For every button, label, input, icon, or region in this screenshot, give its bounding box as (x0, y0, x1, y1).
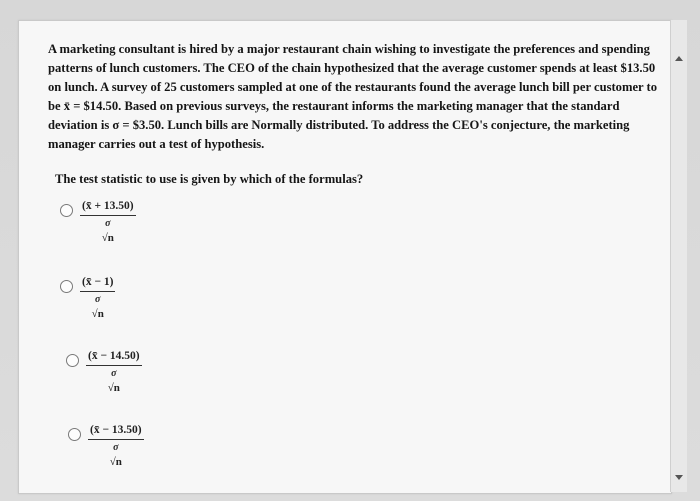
formula (80, 200, 136, 245)
fraction-bar (86, 365, 142, 366)
formula (86, 350, 142, 395)
answer-option-1[interactable] (60, 200, 260, 260)
fraction-bar (88, 439, 144, 440)
formula-sqrt-n: √n (101, 232, 114, 244)
answer-option-2[interactable] (60, 276, 260, 336)
radio-button[interactable] (68, 428, 81, 441)
problem-text: A marketing consultant is hired by a major restaurant chain wishing to investigate the preferences and spending patterns of lunch customers. The CEO of the chain hypothesized that the average customer spends at least $13.50 on lunch. A survey of 25 customers sampled at one of the restaurants found the average lunch bill per customer to be x̄ = $14.50. Based on previous surveys, the restaurant informs the marketing manager that the standard deviation is σ = $3.50. Lunch bills are Normally distributed. To address the CEO's conjecture, the marketing manager carries out a test of hypothesis. (48, 42, 658, 151)
fraction-bar (80, 215, 136, 216)
radio-button[interactable] (66, 354, 79, 367)
formula-numerator: (x̄ − 13.50) (90, 424, 142, 436)
radio-button[interactable] (60, 280, 73, 293)
question-prompt: The test statistic to use is given by which of the formulas? (55, 172, 364, 186)
answer-option-3[interactable] (60, 350, 260, 410)
radio-button[interactable] (60, 204, 73, 217)
formula-sigma: σ (113, 442, 119, 453)
formula-sigma: σ (95, 294, 101, 305)
scrollbar[interactable] (670, 20, 687, 492)
formula (88, 424, 144, 469)
formula (80, 276, 115, 321)
formula-sqrt-n: √n (91, 308, 104, 320)
formula-numerator: (x̄ − 14.50) (88, 350, 140, 362)
formula-sigma: σ (111, 368, 117, 379)
scroll-up-icon[interactable] (675, 56, 683, 61)
formula-sqrt-n: √n (107, 382, 120, 394)
formula-numerator: (x̄ + 13.50) (82, 200, 134, 212)
formula-sqrt-n: √n (109, 456, 122, 468)
formula-sigma: σ (105, 218, 111, 229)
answer-option-4[interactable] (60, 424, 260, 484)
scroll-down-icon[interactable] (675, 475, 683, 480)
problem-statement (48, 40, 660, 154)
fraction-bar (80, 291, 115, 292)
formula-numerator: (x̄ − 1) (82, 276, 114, 288)
